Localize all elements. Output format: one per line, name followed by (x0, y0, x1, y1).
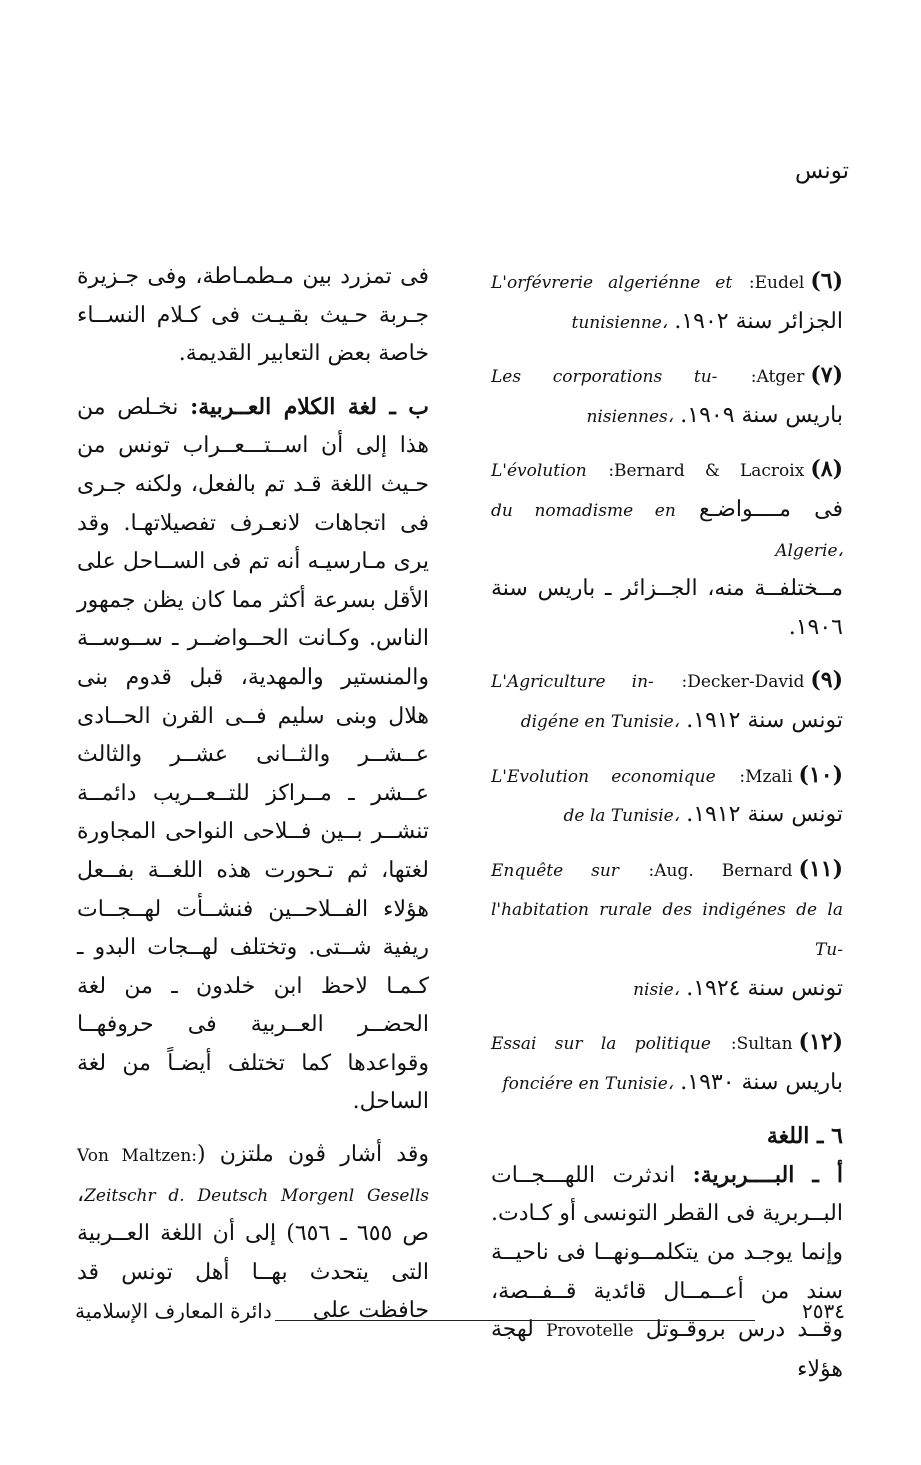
reference-title: nisiennes، (586, 406, 674, 427)
reference-author: :Mzali (739, 766, 793, 787)
page-number: ٢٥٣٤ (802, 1299, 845, 1323)
reference-arabic: فى مــــواضـع (699, 496, 843, 522)
subheading: أ ـ البــــربرية: (692, 1161, 843, 1188)
reference-number: (٦) (810, 268, 843, 294)
reference-arabic: ١٩٠٦. (788, 614, 843, 640)
reference-line (491, 702, 843, 742)
reference-arabic: تونس سنة ١٩١٢. (686, 707, 843, 733)
footer-rule (275, 1320, 755, 1321)
latin-name: Provotelle (546, 1321, 634, 1342)
paragraph-3-end: ، ص ٦٥٥ ـ ٦٥٦) إلى أن اللغة العــربية التى يتحدث بهــا أهل تونس قد حافظت على (77, 1181, 429, 1324)
reference-entry (491, 450, 843, 647)
reference-number: (٧) (810, 362, 844, 389)
reference-author: :Bernard & Lacroix (608, 461, 805, 482)
reference-number: (٨) (810, 456, 843, 483)
reference-entry (491, 756, 843, 836)
reference-title: L'orfévrerie algeriénne et (491, 273, 733, 293)
reference-number: (١١) (798, 855, 843, 882)
reference-line (491, 850, 843, 891)
section-title: ٦ ـ اللغة (766, 1123, 843, 1150)
reference-line (491, 1023, 843, 1064)
latin-journal: Zeitschr d. Deutsch Morgenl Gesells (84, 1185, 429, 1206)
reference-title: L'Evolution economique (491, 766, 716, 787)
reference-title: de la Tunisie، (563, 806, 680, 827)
reference-arabic: الجزائر سنة ١٩٠٢. (674, 308, 843, 334)
reference-arabic: باريس سنة ١٩٣٠. (680, 1069, 843, 1095)
page-footer (75, 1297, 845, 1337)
reference-line (491, 970, 843, 1010)
reference-list (491, 262, 843, 1103)
right-column (491, 262, 843, 1389)
reference-entry (491, 661, 843, 741)
reference-title: l'habitation rurale des indigénes de la Tu- (491, 900, 843, 960)
reference-arabic: مــختلفــة منه، الجــزائر ـ باريس سنة (491, 576, 843, 602)
reference-title: du nomadisme en Algerie، (491, 500, 843, 561)
reference-line (491, 356, 843, 397)
reference-entry (491, 1023, 843, 1103)
reference-entry (491, 850, 843, 1009)
reference-line (491, 1064, 843, 1104)
reference-author: :Sultan (730, 1034, 793, 1055)
paragraph-1: فى تمزرد بين مـطمـاطة، وفى جـزيرة جـربة حـيث بقـيـت فى كـلام النســاء خاصة بعض التعابير القديمة. (77, 264, 429, 367)
reference-author: :Decker-David (681, 672, 805, 693)
paragraph-3-start: وقد أشار ڤون ملتزن ( (197, 1142, 429, 1168)
subheading-b: ب ـ لغة الكلام العــربية: (190, 393, 429, 420)
reference-number: (١٠) (798, 761, 843, 788)
reference-arabic: تونس سنة ١٩١٢. (686, 802, 843, 828)
latin-author: Von Maltzen: (77, 1146, 198, 1167)
paragraph-2 (77, 388, 429, 1122)
reference-line (491, 609, 843, 648)
reference-line (491, 796, 843, 836)
reference-number: (٩) (810, 667, 844, 694)
paragraph-2-text: نخـلص من هذا إلى أن اســتـــعــراب تونس من حـيث اللغة قـد تم بالفعل، ولكنه جـرى فى اتجاهات لانعـرف تفصيلاتهـا. وقد يرى مـارسيـه أنه تم فى الســاحل على الأقل بسرعة أكثر مما كان يظن جمهور الناس. وكـانت الحــواضــر ـ ســوســة والمنستير والمهدية، قبل قدوم بنى هلال وبنى سليم فــى القرن الحــادى عــشــر والثــانى عشــر والثالث عــشر ـ مــراكز للتــعــريب دائمــة تنشــر بــين فــلاحى النواحى المجاورة لغتها، ثم تـحورت هذه اللغــة بفــعل هؤلاء الفــلاحــين فنشــأت لهــجــات ريفية شــتى. وتختلف لهــجات البدو ـ كـمـا لاحظ ابن خلدون ـ من لغة الحضــر العــربية فى حروفهــا وقواعدها كما تختلف أيضـاً من لغة الساحل. (77, 394, 429, 1115)
paragraph-text-end: لهجة هؤلاء (491, 1317, 843, 1382)
reference-title: digéne en Tunisie، (520, 711, 680, 732)
reference-title: L'Agriculture in- (491, 672, 654, 693)
reference-author: :Eudel (748, 273, 805, 293)
reference-title: fonciére en Tunisie، (502, 1073, 674, 1094)
reference-author: :Atger (750, 367, 805, 388)
reference-line (491, 491, 843, 570)
reference-entry (491, 262, 843, 342)
paragraph-text: اندثرت اللهـــجــات البــربرية فى القطر التونسى أو كـادت. وإنما يوجـد من يتكلمــونهــا فى ناحيــة سند من أعــمــال قائدية قــفــصة، وقــد درس بروقـوتل (491, 1162, 844, 1343)
reference-title: Enquête sur (491, 860, 619, 881)
publication-title: دائرة المعارف الإسلامية (75, 1299, 272, 1323)
reference-title: Les corporations tu- (491, 367, 718, 388)
reference-title: L'évolution (491, 461, 587, 482)
reference-line (491, 450, 843, 491)
reference-title: nisie، (633, 979, 680, 1000)
reference-line (491, 756, 843, 797)
reference-line (491, 262, 843, 303)
reference-line (491, 890, 843, 969)
reference-line (491, 303, 843, 343)
reference-number: (١٢) (798, 1029, 844, 1056)
section-paragraph (491, 1156, 843, 1390)
reference-arabic: باريس سنة ١٩٠٩. (680, 402, 843, 428)
reference-author: :Aug. Bernard (648, 860, 793, 881)
reference-title: Essai sur la politique (491, 1034, 711, 1055)
running-header: تونس (794, 158, 849, 184)
reference-line (491, 570, 843, 609)
reference-arabic: تونس سنة ١٩٢٤. (686, 975, 843, 1001)
left-column (77, 258, 429, 1331)
reference-entry (491, 356, 843, 436)
reference-title: tunisienne، (571, 312, 668, 333)
reference-line (491, 661, 843, 702)
reference-line (491, 397, 843, 437)
